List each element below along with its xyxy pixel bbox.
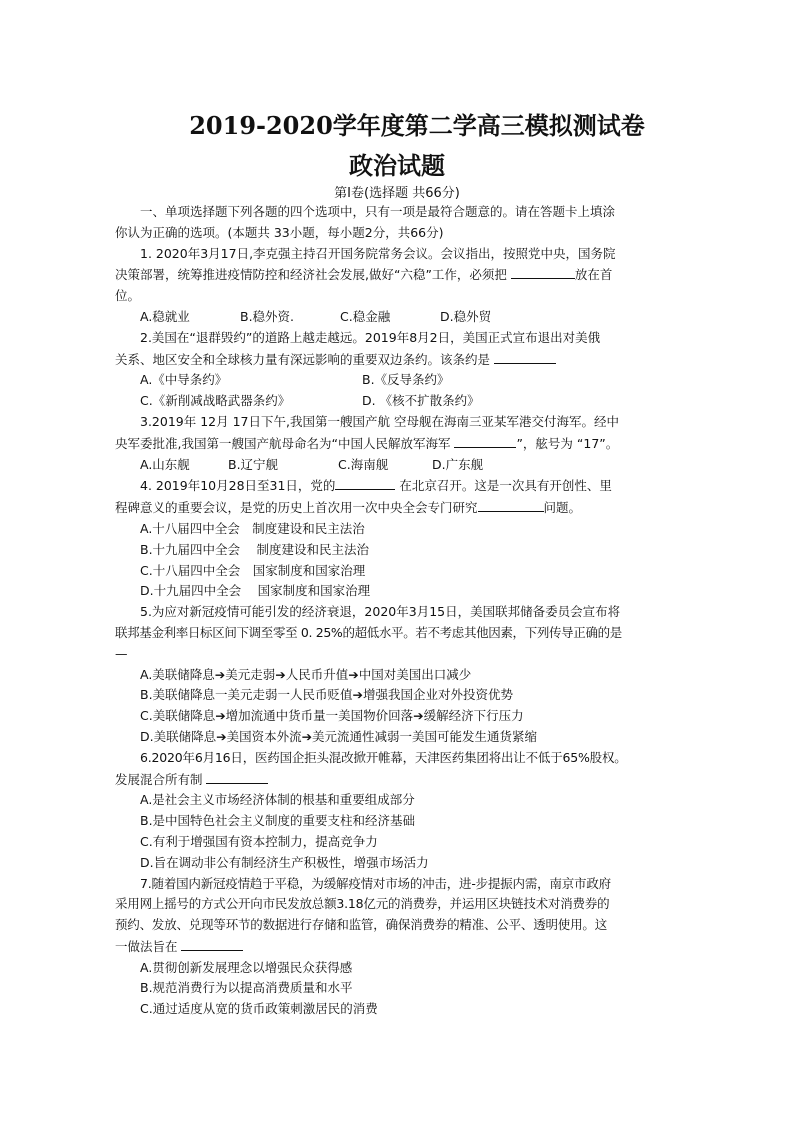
option-b[interactable]: B.《反导条约》 [362, 372, 450, 388]
question-3-options [115, 455, 683, 476]
option-a[interactable]: A.是社会主义市场经济体制的根基和重要组成部分 [140, 792, 415, 808]
answer-blank [494, 349, 556, 364]
question-4-text: 程碑意义的重要会议，是党的历史上首次用一次中央全会专门研究 问题。 [115, 497, 683, 519]
option-b[interactable]: B.美联储降息一美元走弱一人民币贬值➔增强我国企业对外投资优势 [140, 687, 514, 703]
question-1-text: 决策部署，统筹推进疫情防控和经济社会发展,做好“六稳”工作，必须把 放在首 [115, 264, 683, 286]
option-b[interactable]: B.规范消费行为以提高消费质量和水平 [140, 980, 353, 996]
question-6-text: 6.2020年6月16日，医药国企拒头混改掀开帷幕，天津医药集团将出让不低于65%股权。 [140, 749, 627, 765]
answer-blank [206, 769, 268, 784]
question-7-text: 采用网上摇号的方式公开向市民发放总额3.18亿元的消费券，并运用区块链技术对消费券的 [115, 896, 610, 912]
option-c[interactable]: C.通过适度从宽的货币政策刺激居民的消费 [140, 1001, 378, 1017]
question-5-text: 5.为应对新冠疫情可能引发的经济衰退，2020年3月15日，美国联邦储备委员会宣布将 [140, 604, 621, 620]
question-3-text: 3.2019年 12月 17日下午,我国第一艘国产航 空母舰在海南三亚某军港交付海军。经中 [140, 413, 619, 429]
section-heading: 第Ⅰ卷(选择题 共66分) [334, 186, 460, 201]
instructions-line: 你认为正确的选项。(本题共 33小题，每小题2分，共66分) [115, 224, 444, 240]
option-d[interactable]: D. 《核不扩散条约》 [362, 393, 480, 409]
option-d[interactable]: D.旨在调动非公有制经济生产积极性，增强市场活力 [140, 854, 429, 870]
option-c[interactable]: C.十八届四中全会 国家制度和国家治理 [140, 562, 366, 578]
answer-blank [181, 936, 243, 951]
option-c[interactable]: C.《新削减战略武器条约》 [140, 393, 291, 409]
option-c[interactable]: C.海南舰 [338, 456, 389, 472]
question-7-text: 预约、发放、兑现等环节的数据进行存储和监管，确保消费券的精准、公平、透明使用。这 [115, 917, 608, 933]
question-7-text: 一做法旨在 [115, 936, 683, 958]
question-2-options [115, 370, 683, 391]
question-1-text: 位。 [115, 288, 141, 304]
question-5-text: 联邦基金利率日标区间下调至零至 0. 25%的超低水平。若不考虑其他因素，下列传导正确的是 [115, 624, 622, 640]
answer-blank [454, 433, 516, 448]
question-5-text: — [115, 645, 128, 661]
answer-blank [478, 497, 544, 512]
option-a[interactable]: A.山东舰 [140, 456, 190, 472]
question-2-text: 关系、地区安全和全球核力量有深远影响的重要双边条约。该条约是 [115, 349, 683, 371]
option-b[interactable]: B.是中国特色社会主义制度的重要支柱和经济基础 [140, 813, 416, 829]
question-1-options [115, 307, 683, 328]
option-c[interactable]: C.美联储降息➔增加流通中货币量一美国物价回落➔缓解经济下行压力 [140, 708, 524, 724]
option-b[interactable]: B.十九届四中全会 制度建设和民主法治 [140, 541, 370, 557]
option-c[interactable]: C.稳金融 [340, 308, 391, 324]
option-d[interactable]: D.十九届四中全会 国家制度和国家治理 [140, 583, 371, 599]
question-6-text: 发展混合所有制 [115, 769, 683, 791]
instructions-line: 一、单项选择题下列各题的四个选项中，只有一项是最符合题意的。请在答题卡上填涂 [140, 204, 616, 219]
option-c[interactable]: C.有利于增强国有资本控制力，提高竞争力 [140, 833, 378, 849]
option-d[interactable]: D.美联储降息➔美国资本外流➔美元流通性减弱一美国可能发生通货紧缩 [140, 728, 538, 744]
question-7-text: 7.随着国内新冠疫情趋于平稳，为缓解疫情对市场的冲击，进-步提振内需，南京市政府 [140, 875, 611, 891]
option-d[interactable]: D.稳外贸 [440, 308, 492, 324]
option-a[interactable]: A.贯彻创新发展理念以增强民众获得感 [140, 959, 353, 975]
exam-title: 2019-2020学年度第二学高三模拟测试卷 [189, 111, 645, 140]
option-a[interactable]: A.美联储降息➔美元走弱➔人民币升值➔中国对美国出口减少 [140, 666, 472, 682]
question-2-text: 2.美国在“退群毁约”的道路上越走越远。2019年8月2日，美国正式宣布退出对美俄 [140, 329, 601, 345]
option-a[interactable]: A.稳就业 [140, 308, 190, 324]
question-2-options [115, 391, 683, 412]
question-3-text: 央军委批准,我国第一艘国产航母命名为“中国人民解放军海军 ”，舷号为 “17”。 [115, 433, 683, 455]
option-d[interactable]: D.广东舰 [432, 456, 484, 472]
answer-blank [335, 475, 395, 490]
question-1-text: 1. 2020年3月17日,李克强主持召开国务院常务会议。会议指出，按照党中央，国务院 [140, 245, 616, 261]
question-4-text: 4. 2019年10月28日至31日，党的 在北京召开。这是一次具有开创性、里 [115, 475, 683, 497]
option-b[interactable]: B.辽宁舰 [228, 456, 279, 472]
option-a[interactable]: A.十八届四中全会 制度建设和民主法治 [140, 520, 365, 536]
question-body [115, 202, 683, 1020]
answer-blank [511, 264, 575, 279]
subject-title: 政治试题 [349, 151, 445, 180]
option-b[interactable]: B.稳外资. [240, 308, 295, 324]
option-a[interactable]: A.《中导条约》 [140, 372, 228, 388]
